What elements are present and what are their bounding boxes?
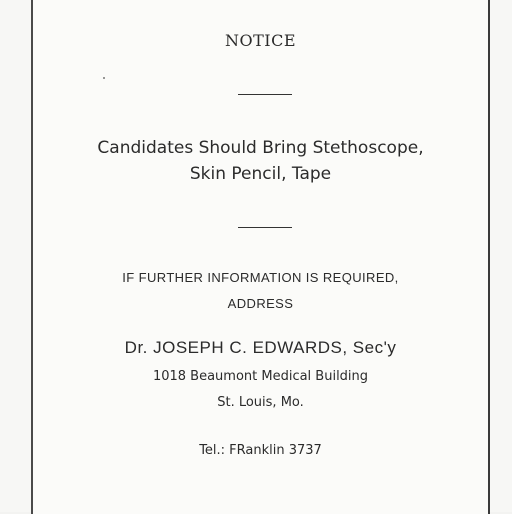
paper-speck xyxy=(103,77,105,79)
divider-middle xyxy=(238,227,292,228)
divider-top xyxy=(238,94,292,95)
address-line-1: 1018 Beaumont Medical Building xyxy=(152,369,369,384)
contact-name: Dr. JOSEPH C. EDWARDS, Sec'y xyxy=(124,338,397,357)
requirement-line-1: Candidates Should Bring Stethoscope, xyxy=(97,138,424,158)
telephone-line: Tel.: FRanklin 3737 xyxy=(199,443,322,458)
requirement-line-2: Skin Pencil, Tape xyxy=(189,164,332,184)
address-line-2: St. Louis, Mo. xyxy=(217,395,304,410)
notice-card xyxy=(31,0,490,514)
info-line-2: ADDRESS xyxy=(227,296,294,311)
notice-title: NOTICE xyxy=(224,31,297,50)
info-line-1: IF FURTHER INFORMATION IS REQUIRED, xyxy=(122,270,399,285)
